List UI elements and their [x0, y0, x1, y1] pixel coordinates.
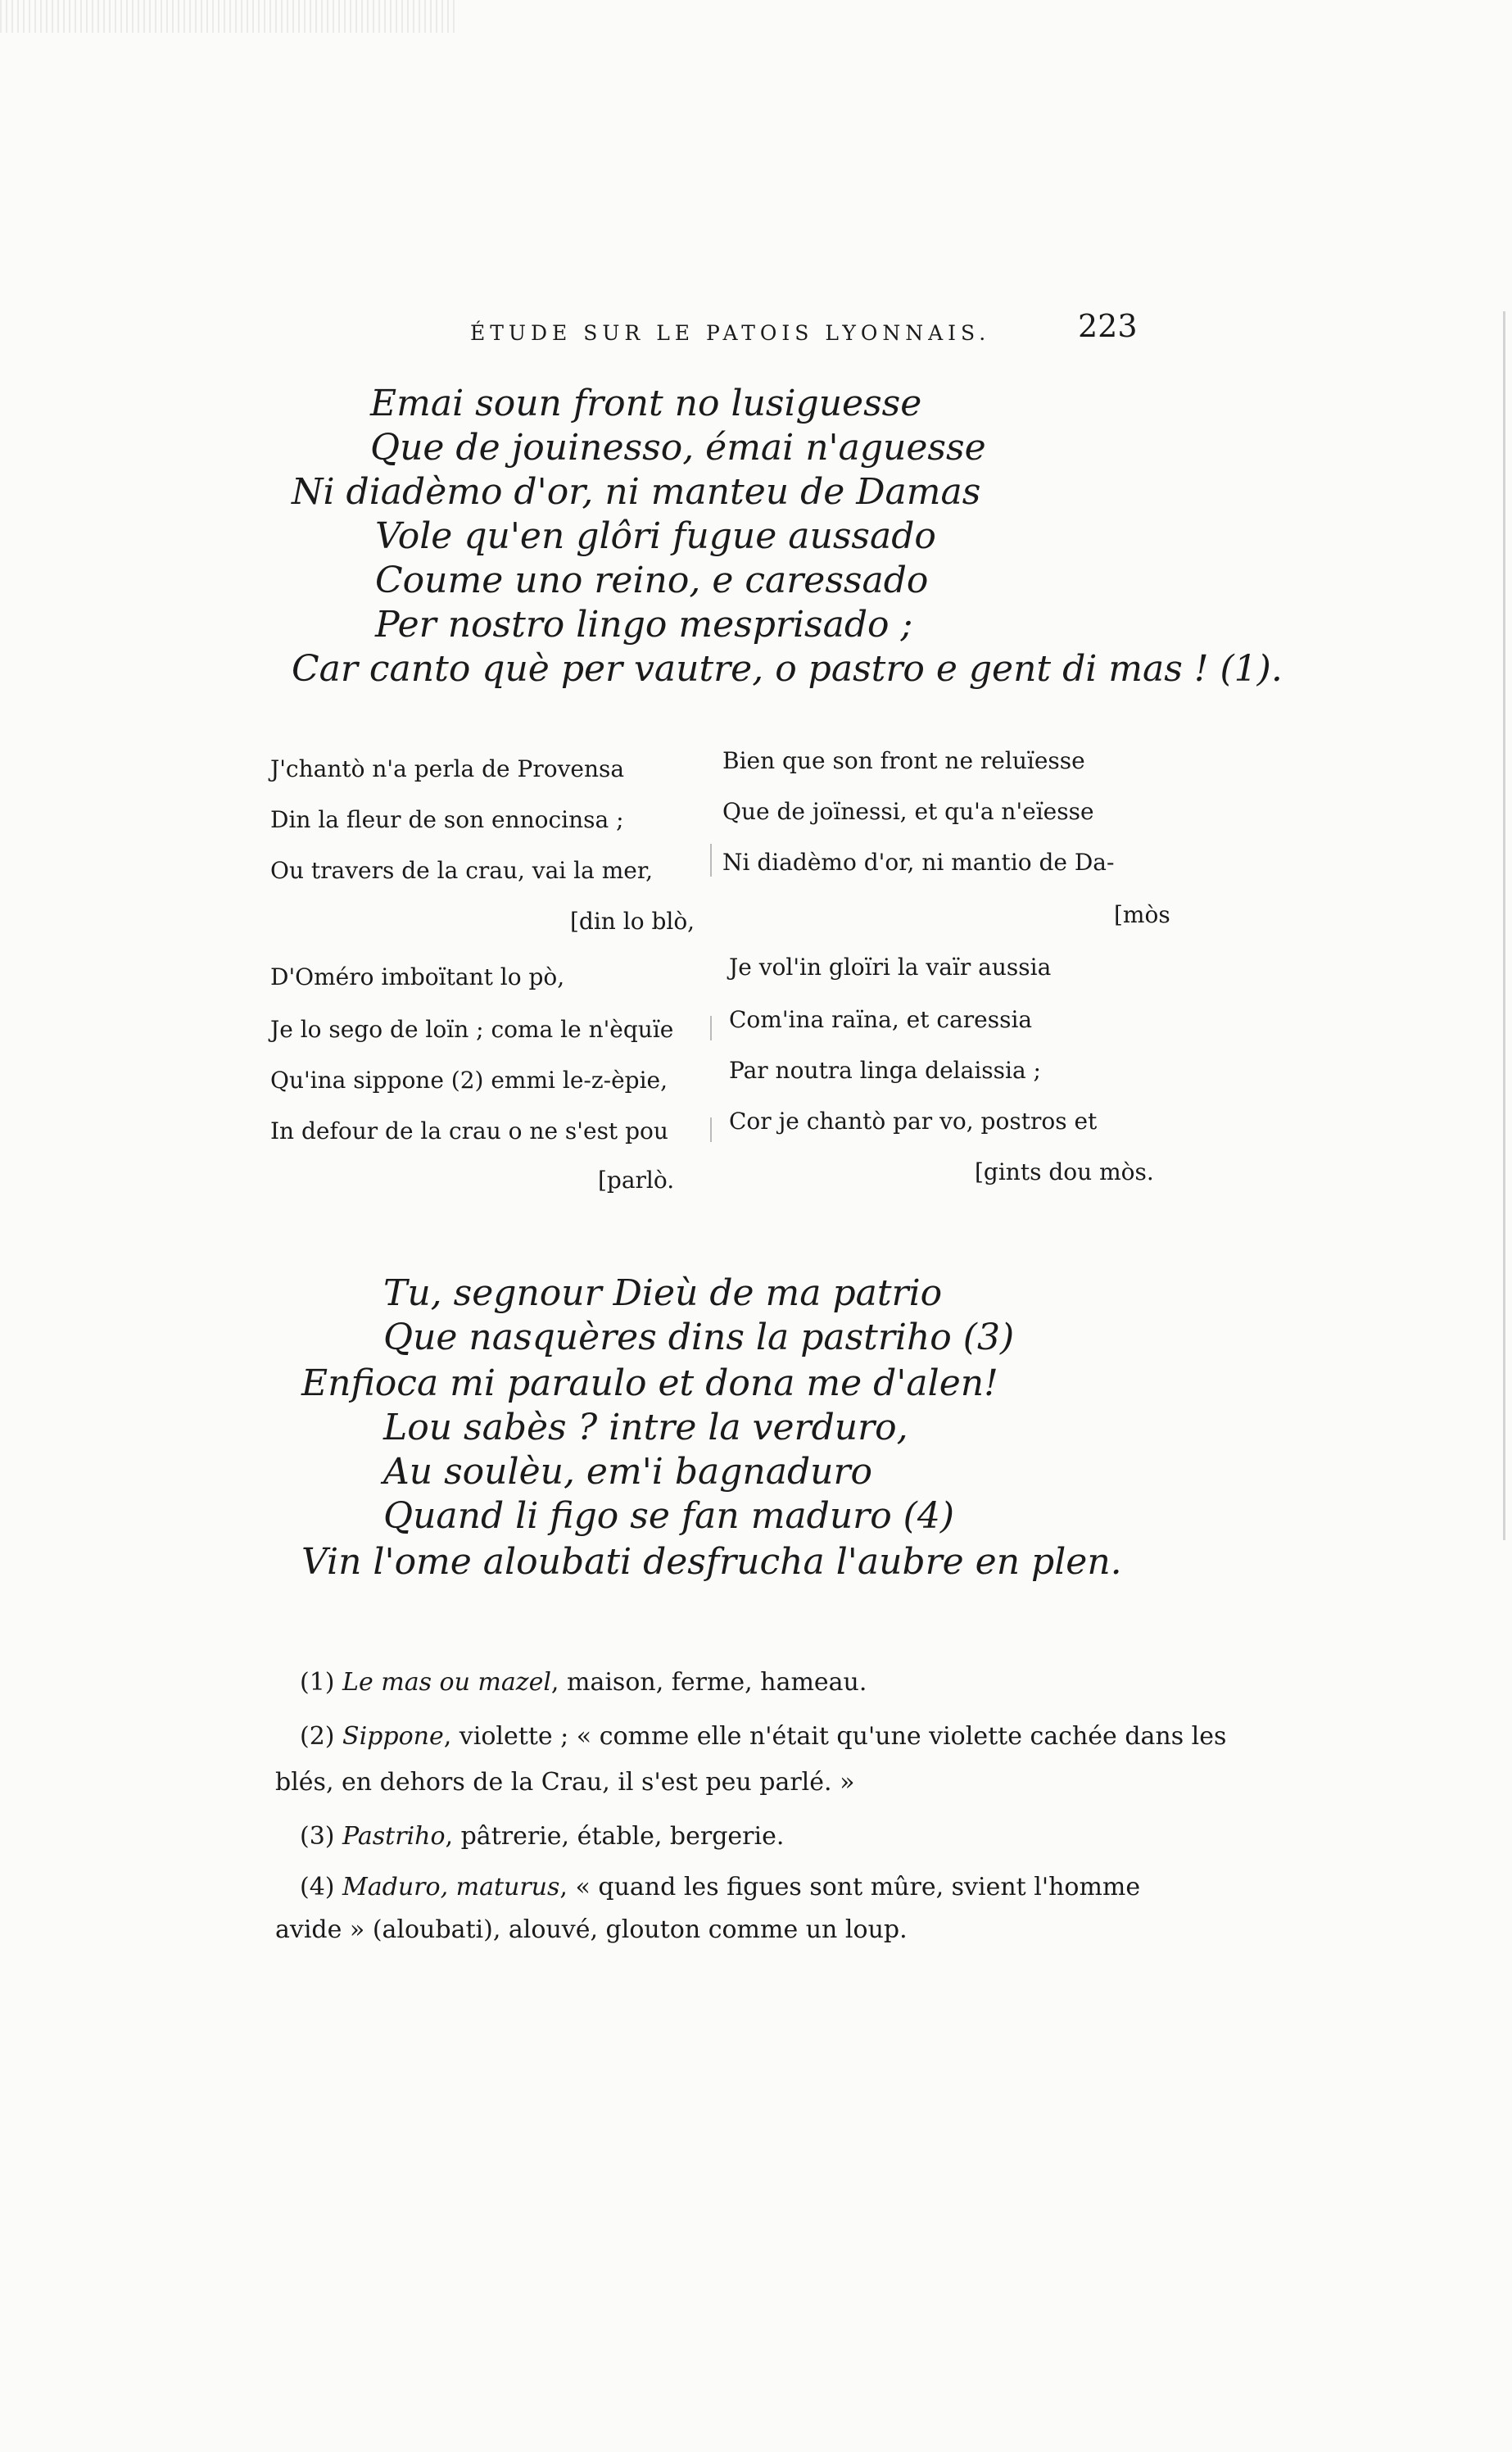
footnote-line — [300, 1717, 1226, 1756]
verse-line: Emai soun front no lusiguesse — [370, 383, 922, 424]
verse-line: Vin l'ome aloubati desfrucha l'aubre en plen. — [301, 1541, 1122, 1583]
translation-line: Ni diadèmo d'or, ni mantio de Da- — [722, 849, 1115, 876]
footnote-text: blés, en dehors de la Crau, il s'est peu parlé. » — [275, 1768, 855, 1797]
translation-line: Com'ina raïna, et caressia — [729, 1006, 1033, 1033]
column-separator — [710, 844, 712, 877]
footnote-text: , violette ; « comme elle n'était qu'une violette cachée dans les — [443, 1722, 1227, 1751]
footnote-term: Pastriho — [342, 1822, 446, 1851]
translation-line: D'Oméro imboïtant lo pò, — [270, 963, 565, 990]
translation-line: Bien que son front ne reluïesse — [722, 747, 1085, 774]
translation-line: In defour de la crau o ne s'est pou — [270, 1117, 668, 1144]
footnote-number: (4) — [300, 1873, 343, 1901]
page-number: 223 — [1078, 308, 1138, 344]
footnote-line — [300, 1868, 1140, 1907]
verse-line: Car canto què per vautre, o pastro e gent di mas ! (1). — [292, 648, 1283, 690]
verse-line: Tu, segnour Dieù de ma patrio — [383, 1272, 943, 1314]
footnote-term: Maduro, maturus — [342, 1873, 560, 1901]
footnote-text: , pâtrerie, étable, bergerie. — [445, 1822, 785, 1851]
footnote-number: (2) — [300, 1722, 343, 1751]
footnote-number: (1) — [300, 1668, 343, 1697]
verse-line: Ni diadèmo d'or, ni manteu de Damas — [292, 471, 981, 513]
verse-line: Vole qu'en glôri fugue aussado — [375, 515, 936, 557]
footnote-number: (3) — [300, 1822, 343, 1851]
footnote-term: Sippone — [342, 1722, 444, 1751]
translation-line: Qu'ina sippone (2) emmi le-z-èpie, — [270, 1067, 668, 1094]
column-separator — [710, 1016, 712, 1040]
verse-line: Lou sabès ? intre la verduro, — [383, 1407, 908, 1448]
translation-line: Je vol'in gloïri la vaïr aussia — [729, 954, 1052, 981]
footnote-term: Le mas ou mazel — [342, 1668, 551, 1697]
translation-line: [mòs — [1114, 901, 1170, 928]
translation-line: [din lo blò, — [570, 908, 695, 935]
footnote-line — [275, 1910, 908, 1950]
verse-line: Per nostro lingo mesprisado ; — [375, 604, 913, 646]
translation-line: J'chantò n'a perla de Provensa — [270, 755, 625, 782]
running-title: ÉTUDE SUR LE PATOIS LYONNAIS. — [470, 321, 991, 345]
translation-line: Ou travers de la crau, vai la mer, — [270, 857, 654, 884]
page-edge-shadow — [1503, 311, 1505, 1540]
footnote-line — [275, 1763, 854, 1802]
translation-line: Cor je chantò par vo, postros et — [729, 1108, 1098, 1135]
verse-line: Que nasquères dins la pastriho (3) — [383, 1317, 1015, 1358]
verse-line: Quand li figo se fan maduro (4) — [383, 1495, 954, 1537]
verse-line: Enfioca mi paraulo et dona me d'alen! — [301, 1362, 998, 1404]
translation-line: Par noutra linga delaissia ; — [729, 1057, 1041, 1084]
footnote-line — [300, 1663, 867, 1702]
column-separator — [710, 1117, 712, 1142]
translation-line: Din la fleur de son ennocinsa ; — [270, 806, 624, 833]
translation-line: Que de joïnessi, et qu'a n'eïesse — [722, 798, 1094, 825]
footnote-line — [300, 1817, 784, 1856]
translation-line: [parlò. — [598, 1167, 675, 1194]
verse-line: Coume uno reino, e caressado — [375, 560, 929, 601]
footnote-text: , « quand les figues sont mûre, svient l'homme — [559, 1873, 1141, 1901]
translation-line: Je lo sego de loïn ; coma le n'èquïe — [270, 1016, 674, 1043]
footnote-text: , maison, ferme, hameau. — [550, 1668, 867, 1697]
verse-line: Que de jouinesso, émai n'aguesse — [370, 427, 986, 469]
footnote-text: avide » (aloubati), alouvé, glouton comme un loup. — [275, 1915, 908, 1944]
verse-line: Au soulèu, em'i bagnaduro — [383, 1451, 873, 1493]
translation-line: [gints dou mòs. — [975, 1158, 1154, 1185]
scan-artifact — [0, 0, 459, 33]
